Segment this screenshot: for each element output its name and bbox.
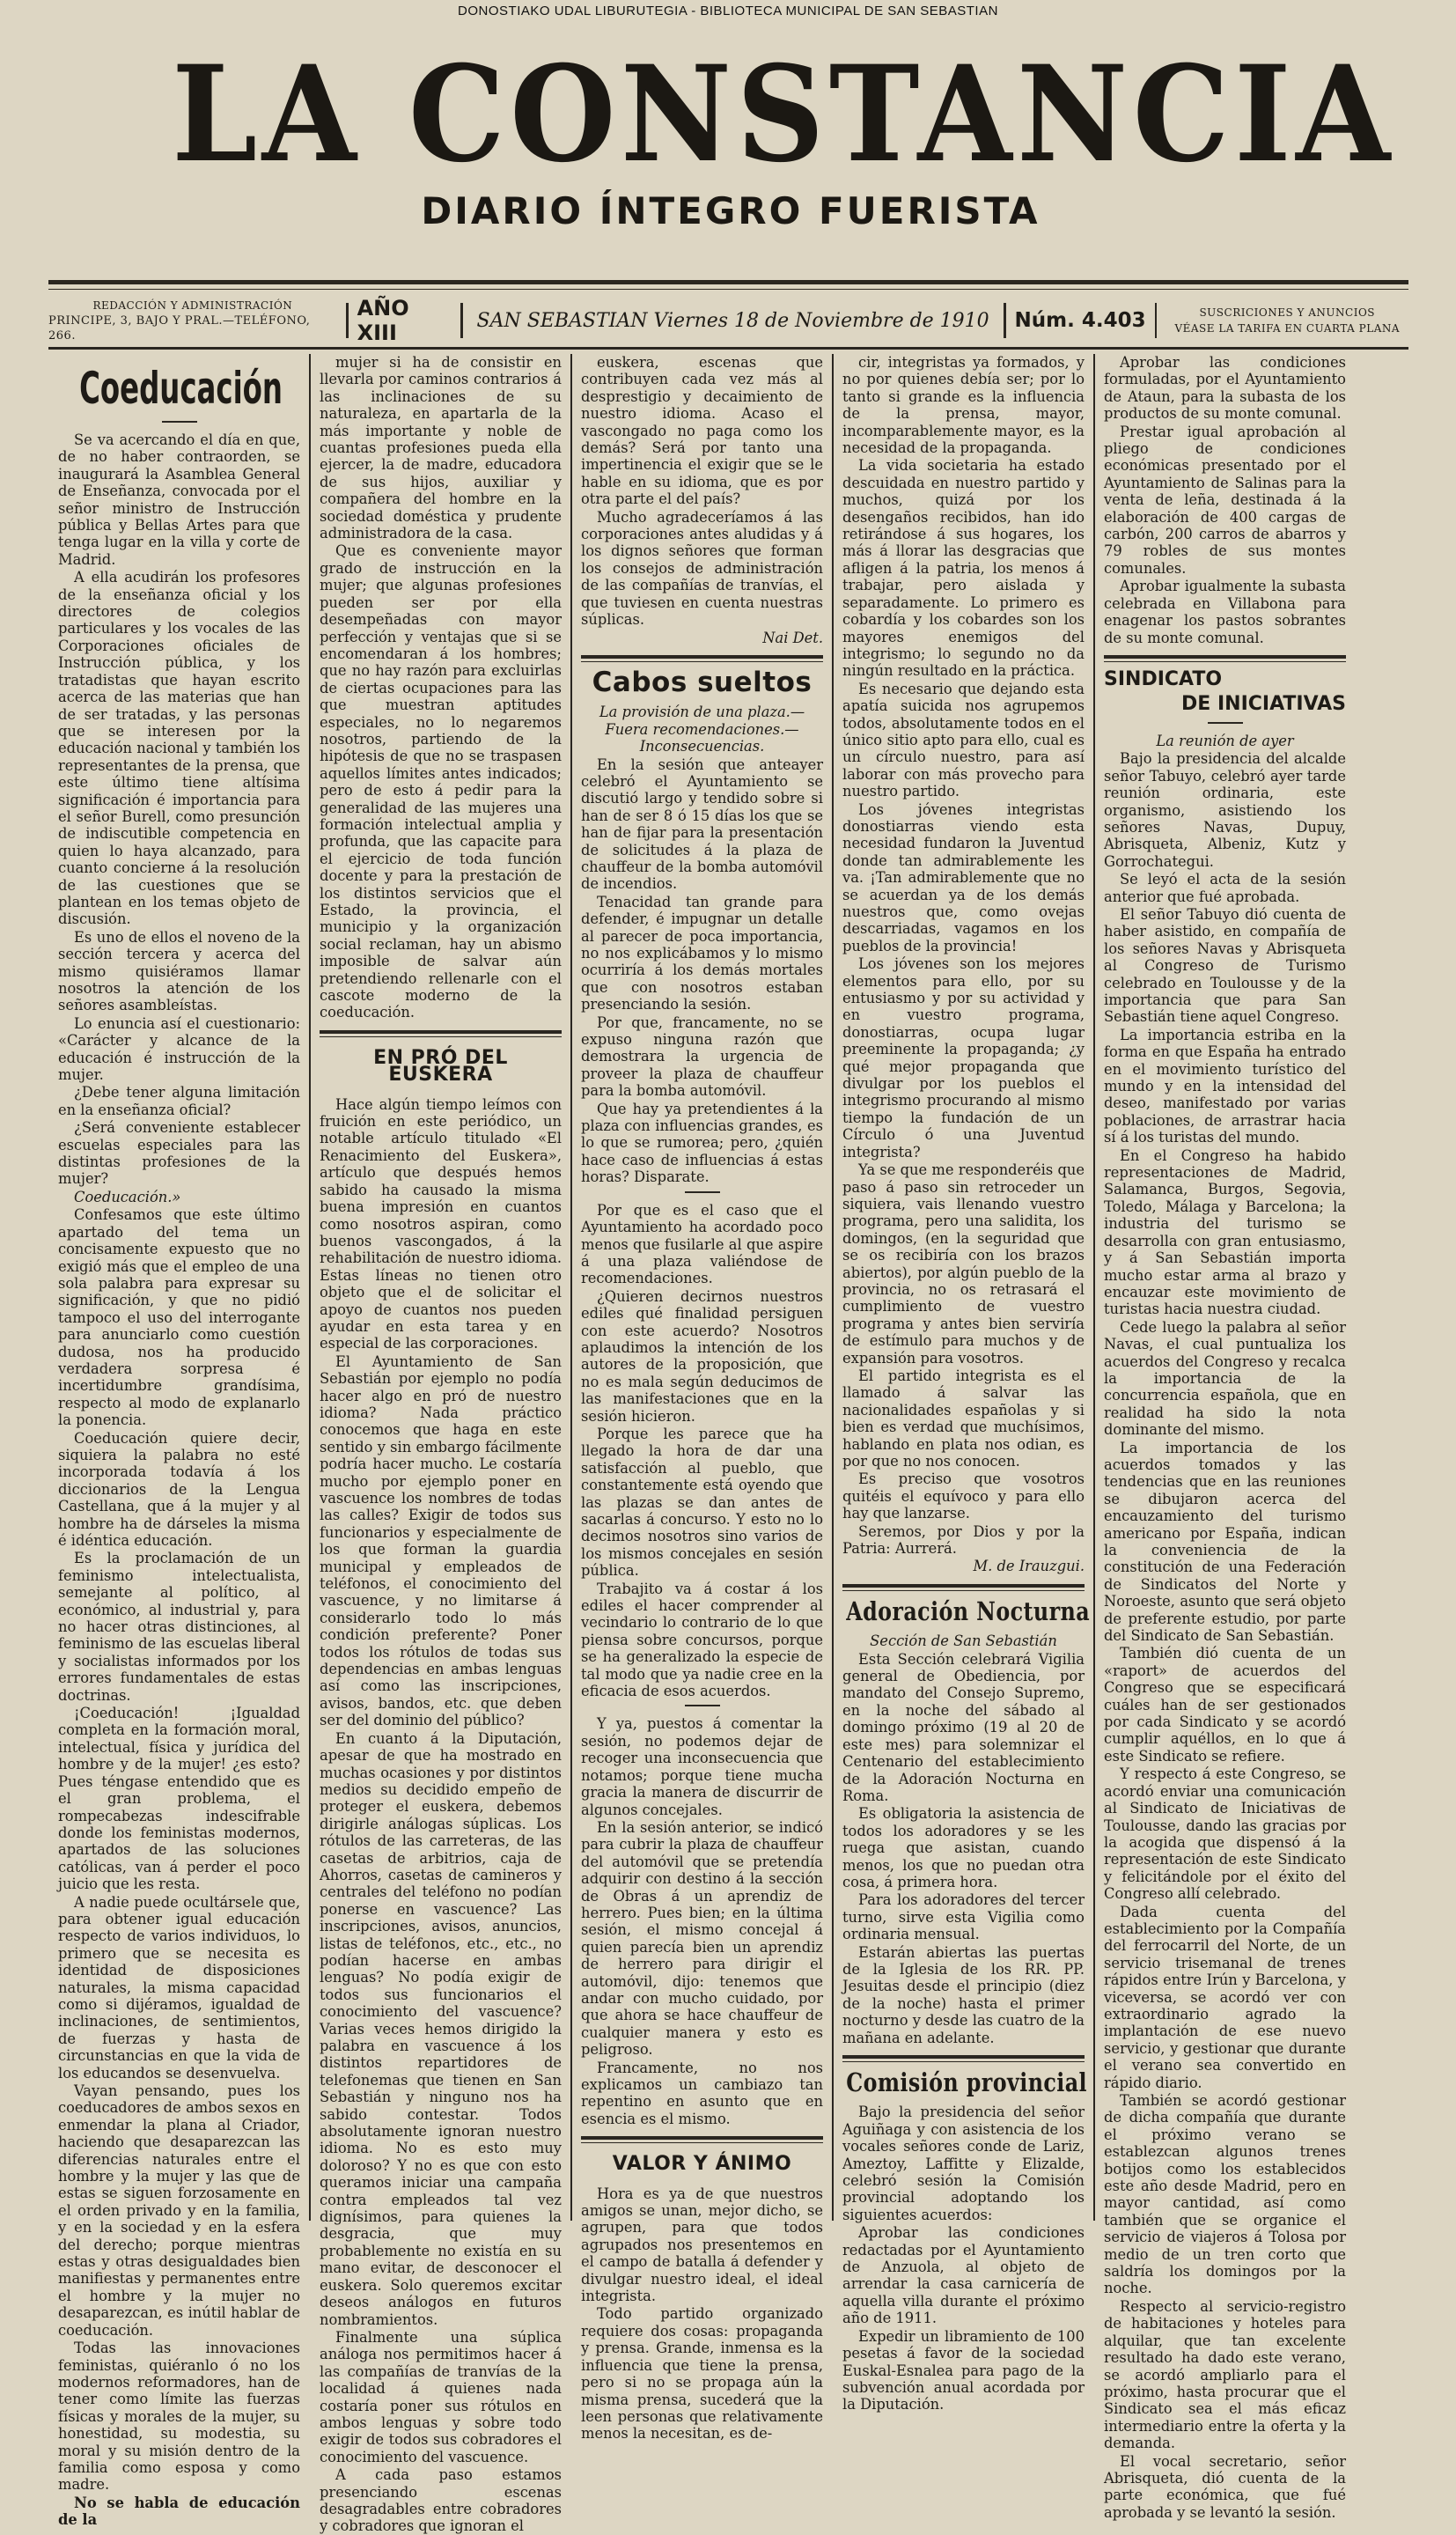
article-subheading: La reunión de ayer — [1156, 732, 1294, 749]
paragraph: Mucho agradeceríamos á las corporaciones antes aludidas y á los dignos señores que forman los consejos de administración de las compañías de tranvías, el que tuviesen en cuenta nuestras súplicas. — [581, 508, 823, 629]
article-subheading: La provisión de una plaza.—Fuera recomendaciones.—Inconsecuencias. — [599, 704, 805, 755]
paragraph: No se habla de educación de la — [58, 2494, 300, 2529]
paragraph: Finalmente una súplica análoga nos permitimos hacer á las compañías de tranvías de la localidad á quienes nada costaría poner sus rótulos en ambos lenguas y sobre todo exigir de todos sus cobradores el conocimiento del vascuence. — [320, 2328, 562, 2465]
paragraph: En la sesión que anteayer celebró el Ayuntamiento se discutió largo y tendido sobre si han de ser 8 ó 15 días los que se han de fijar para la presentación de solicitudes á la plaza de chauffeur de la bomba automóvil de incendios. — [581, 755, 823, 893]
paragraph: Y respecto á este Congreso, se acordó enviar una comunicación al Sindicato de Iniciativas de Toulousse, dando las gracias por la acogida que dispensó á la representación de este Sindicato y felicitándole por el éxito del Congreso allí celebrado. — [1104, 1765, 1346, 1903]
article-title-euskera: EN PRÓ DEL EUSKERA — [373, 1046, 508, 1087]
paragraph: A nadie puede ocultársele que, para obtener igual educación respecto de varios individuos, lo primero que se necesita es identidad de disposiciones naturales, la misma capacidad como si dijéramos, igualdad de inclinaciones, de sentimientos, de fuerzas y hasta de circunstancias en que la vida de los educandos se desenvuelva. — [58, 1893, 300, 2082]
paragraph: Respecto al servicio-registro de habitaciones y hoteles para alquilar, que tan excelente resultado ha dado este verano, se acordó ampliarlo para el próximo, hasta procurar que el Sindicato sea el más eficaz intermediario entre la oferta y la demanda. — [1104, 2297, 1346, 2452]
paragraph: Aprobar las condiciones redactadas por el Ayuntamiento de Anzuola, al objeto de arrendar la casa carnicería de aquella villa durante el próximo año de 1911. — [842, 2224, 1085, 2327]
issue-info-bar — [48, 296, 1408, 345]
section-divider — [1104, 655, 1346, 662]
paragraph: Francamente, no nos explicamos un cambiazo tan repentino en asunto que en esencia es el mismo. — [581, 2059, 823, 2127]
paragraph: A cada paso estamos presenciando escenas desagradables entre cobradores y cobradores que ignoran el — [320, 2466, 562, 2535]
paragraph: Los jóvenes integristas donostiarras viendo esta necesidad fundaron la Juventud donde tan admirablemente les va. ¡Tan admirablemente que no se acuerdan ya de los demás nuestros que, como ovejas descarriadas, vagamos en los pueblos de la provincia! — [842, 800, 1085, 954]
paragraph: Expedir un libramiento de 100 pesetas á favor de la sociedad Euskal-Esnalea para pago de la subvención anual acordada por la Diputación. — [842, 2327, 1085, 2413]
article-title-comision-provincial: Comisión provincial — [846, 2067, 1087, 2097]
paragraph: Coeducación.» — [74, 1188, 181, 1205]
paragraph: Es necesario que dejando esta apatía suicida nos agrupemos todos, absolutamente todos en el único sitio apto para ello, cual es un círculo nuestro, para así laborar con más provecho para nuestro partido. — [842, 680, 1085, 800]
heading-line: SINDICATO — [1104, 667, 1223, 690]
title-divider — [1208, 722, 1243, 724]
article-columns — [51, 354, 1411, 2535]
section-divider — [842, 2055, 1085, 2062]
masthead — [123, 37, 1395, 232]
column-4 — [835, 354, 1092, 2413]
paragraph: Aprobar igualmente la subasta celebrada en Villabona para enagenar los pastos sobrantes de su monte comunal. — [1104, 578, 1346, 646]
paragraph: Porque les parece que ha llegado la hora de dar una satisfacción al pueblo, que constantemente está oyendo que las plazas se dan antes de sacarlas á concurso. Y esto no lo decimos nosotros sino varios de los mismos concejales en sesión pública. — [581, 1425, 823, 1580]
paragraph: Se leyó el acta de la sesión anterior que fué aprobada. — [1104, 871, 1346, 905]
paragraph: Es la proclamación de un feminismo intelectualista, semejante al político, al económico, al industrial y, para no hacer otras distinciones, al feminismo de las escuelas liberal y socialistas informados por los errores fundamentales de estas doctrinas. — [58, 1550, 300, 1704]
column-1 — [51, 354, 307, 2529]
paragraph: Dada cuenta del establecimiento por la Compañía del ferrocarril del Norte, de un servicio trisemanal de trenes rápidos entre Irún y Barcelona, y viceversa, se acordó ver con extraordinario agrado la implantación de ese nuevo servicio, y gestionar que durante el verano sea convertido en rápido diario. — [1104, 1903, 1346, 2091]
issue-number: Núm. 4.403 — [1014, 309, 1146, 332]
paragraph: En la sesión anterior, se indicó para cubrir la plaza de chauffeur del automóvil que se pretendía adquirir con destino á la sección de Obras á un aprendiz de herrero. Pues bien; en la última sesión, el mismo concejal á quien parecía bien un aprendiz de herrero para dirigir el automóvil, dijo: tenemos que andar con mucho cuidado, por que ahora se hace chauffeur de cualquier manera y esto es peligroso. — [581, 1818, 823, 2059]
paragraph: Vayan pensando, pues los coeducadores de ambos sexos en enmendar la plana al Criador, haciendo que desaparezcan las diferencias naturales entre el hombre y la mujer y las que de estas se siguen forzosamente en el orden privado y en la familia, y en la sociedad y en la esfera del derecho; porque mientras estas y otras desigualdades bien manifiestas y permanentes entre el hombre y la mujer no desaparezcan, es inútil hablar de coeducación. — [58, 2082, 300, 2339]
article-title-adoracion-nocturna: Adoración Nocturna — [846, 1595, 1091, 1626]
paragraph: En el Congreso ha habido representaciones de Madrid, Salamanca, Burgos, Segovia, Toledo, Málaga y Barcelona; la industria del turismo se desarrolla con gran entusiasmo, y á San Sebastián importa mucho estar arma al brazo y encauzar este movimiento de turistas hacia nuestra ciudad. — [1104, 1146, 1346, 1318]
column-rule — [570, 354, 572, 2221]
issue-year: AÑO XIII — [357, 296, 409, 345]
paragraph: ¿Quieren decirnos nuestros ediles qué finalidad persiguen con este acuerdo? Nosotros aplaudimos la intención de los autores de la proposición, que no es mala según deducimos de las manifestaciones que en la sesión hicieron. — [581, 1287, 823, 1425]
paragraph: Trabajito va á costar á los ediles el hacer comprender al vecindario lo contrario de lo que piensa sobre concursos, porque se ha generalizado la especie de tal modo que ya nadie cree en la eficacia de esos acuerdos. — [581, 1580, 823, 1700]
paragraph: Por que, francamente, no se expuso ninguna razón que demostrara la urgencia de proveer la plaza de chauffeur para la bomba automóvil. — [581, 1013, 823, 1100]
section-divider — [320, 1030, 562, 1037]
info-divider — [346, 303, 349, 338]
paragraph: También se acordó gestionar de dicha compañía que durante el próximo verano se establezcan algunos trenes botijos como los establecidos este año desde Madrid, pero en mayor cantidad, así como también que se organice el servicio de viajeros á Tolosa por medio de un tren corto que saldría los domingos por la noche. — [1104, 2092, 1346, 2297]
paragraph: euskera, escenas que contribuyen cada vez más al desprestigio y decaimiento de nuestro idioma. Acaso el vascongado no paga como los demás? Será por tanto una impertinencia el exigir que se le hable en su idioma, que es por otra parte el del país? — [581, 354, 823, 508]
section-divider — [842, 1584, 1085, 1591]
paragraph: La importancia de los acuerdos tomados y las tendencias que en las reuniones se dibujaron acerca del encauzamiento del turismo americano por España, indican la conveniencia de la constitución de una Federación de Sindicatos del Norte y Noroeste, asunto que será objeto de preferente estudio, por parte del Sindicato de San Sebastián. — [1104, 1439, 1346, 1645]
paragraph-divider — [685, 1191, 720, 1193]
masthead-rule-top — [48, 280, 1408, 284]
paragraph: Es uno de ellos el noveno de la sección tercera y acerca del mismo quisiéramos llamar nosotros la atención de los señores asambleístas. — [58, 928, 300, 1014]
paragraph: Estarán abiertas las puertas de la Iglesia de los RR. PP. Jesuitas desde el principio (diez de la noche) hasta el primer nocturno y desde las cuatro de la mañana en adelante. — [842, 1943, 1085, 2046]
office-address-line: PRINCIPE, 3, BAJO Y PRAL.—TELÉFONO, 266. — [48, 313, 311, 343]
paragraph: A ella acudirán los profesores de la enseñanza oficial y los directores de colegios particulares y los vocales de las Corporaciones oficiales de Instrucción pública, y los tratadistas que hayan escrito acerca de las materias que han de ser tratadas, y las personas que se interesen por la educación nacional y también los representantes de la prensa, que este último tiene altísima significación é importancia para el señor Burell, como presunción de indiscutible competencia en quien lo haya alcanzado, para cuanto concierne á la resolución de las cuestiones que se plantean en los temas objeto de discusión. — [58, 569, 300, 928]
paragraph: Ya se que me responderéis que paso á paso sin retroceder un siquiera, vais llenando vuestro programa, pero una salidita, los domingos, (en la seguridad que se os recibiría con los brazos abiertos), por algún pueblo de la provincia, no os retrasará el cumplimiento de vuestro programa y antes bien serviría de estímulo para muchos y de expansión para vosotros. — [842, 1161, 1085, 1367]
subscriptions-label: SUSCRICIONES Y ANUNCIOS — [1199, 306, 1376, 319]
paragraph: Hora es ya de que nuestros amigos se unan, mejor dicho, se agrupen, para que todos agrupados nos presentemos en el campo de batalla á defender y divulgar nuestro ideal, el ideal integrista. — [581, 2185, 823, 2305]
issue-place-date: SAN SEBASTIAN Viernes 18 de Noviembre de 1910 — [476, 309, 989, 332]
signature: M. de Irauzgui. — [973, 1558, 1085, 1575]
article-body — [58, 431, 300, 2529]
info-divider — [1004, 303, 1006, 338]
newspaper-title: LA CONSTANCIA — [172, 37, 1395, 192]
paragraph: La importancia estriba en la forma en que España ha entrado en el movimiento turístico del mundo y en la intensidad del deseo, manifestado por varias poblaciones, de arrastrar hacia sí á los turistas del mundo. — [1104, 1026, 1346, 1146]
paragraph: El partido integrista es el llamado á salvar las nacionalidades españolas y si bien es verdad que muchísimos, hablando en plata nos odian, es por que no nos conocen. — [842, 1367, 1085, 1470]
signature: Nai Det. — [762, 629, 823, 646]
article-subheading: Sección de San Sebastián — [870, 1632, 1057, 1650]
column-rule — [832, 354, 834, 2221]
subscriptions-note: VÉASE LA TARIFA EN CUARTA PLANA — [1174, 322, 1401, 335]
section-divider — [581, 655, 823, 662]
paragraph: Y ya, puestos á comentar la sesión, no podemos dejar de recoger una inconsecuencia que notamos; porque tiene mucha gracia la manera de discurrir de algunos concejales. — [581, 1715, 823, 1818]
paragraph: Coeducación quiere decir, siquiera la palabra no esté incorporada todavía á los diccionarios de la Lengua Castellana, que á la mujer y al hombre ha de dárseles la misma é idéntica educación. — [58, 1429, 300, 1549]
article-title-coeducacion: Coeducación — [79, 363, 283, 414]
paragraph: Se va acercando el día en que, de no haber contraorden, se inaugurará la Asamblea General de Enseñanza, convocada por el señor ministro de Instrucción pública y Bellas Artes para que tenga lugar en la villa y corte de Madrid. — [58, 431, 300, 568]
archive-source-line: DONOSTIAKO UDAL LIBURUTEGIA - BIBLIOTECA MUNICIPAL DE SAN SEBASTIAN — [458, 4, 998, 18]
article-title-cabos-sueltos: Cabos sueltos — [592, 666, 813, 698]
paragraph: Es obligatoria la asistencia de todos los adoradores y se les ruega que asistan, cuando menos, los que no puedan otra cosa, á primera hora. — [842, 1805, 1085, 1890]
paragraph: Bajo la presidencia del alcalde señor Tabuyo, celebró ayer tarde reunión ordinaria, este organismo, asistiendo los señores Navas, Dupuy, Abrisqueta, Albeniz, Kutz y Gorrochategui. — [1104, 750, 1346, 870]
paragraph: Todo partido organizado requiere dos cosas: propaganda y prensa. Grande, inmensa es la influencia que tiene la prensa, pero si no se propaga aún la misma prensa, sucederá que la leen personas que relativamente menos la necesitan, es de- — [581, 2305, 823, 2443]
paragraph: Prestar igual aprobación al pliego de condiciones económicas presentado por el Ayuntamiento de Salinas para la venta de leña, destinada á la elaboración de 400 cargas de carbón, 200 carros de abarros y 79 robles de sus montes comunales. — [1104, 423, 1346, 577]
subscriptions-info — [1166, 305, 1408, 336]
newspaper-subtitle: DIARIO ÍNTEGRO FUERISTA — [421, 189, 1041, 232]
paragraph: Los jóvenes son los mejores elementos para ello, por su entusiasmo y por su actividad y en vuestro programa, donostiarras, ocupa lugar preeminente la propaganda; ¿y qué mejor propaganda que divulgar por los pueblos el integrismo procurando al mismo tiempo la fundación de un Círculo ó una Juventud integrista? — [842, 955, 1085, 1161]
paragraph: La vida societaria ha estado descuidada en nuestro partido y muchos, quizá por los desengaños recibidos, han ido retirándose á sus hogares, los más á llorar las desgracias que afligen á la patria, los menos á trabajar, pero aislada y separadamente. Lo primero es cobardía y los cobardes son los mayores enemigos del integrismo; lo segundo no da ningún resultado en la práctica. — [842, 457, 1085, 680]
paragraph: Para los adoradores del tercer turno, sirve esta Vigilia como ordinaria mensual. — [842, 1891, 1085, 1943]
info-divider — [1155, 303, 1158, 338]
office-address — [48, 298, 337, 343]
paragraph: También dió cuenta de un «raport» de acuerdos del Congreso que se especificará cuáles han de ser gestionados por cada Sindicato y se acordó cumplir aquéllos, en lo que á este Sindicato se refiere. — [1104, 1645, 1346, 1765]
section-divider — [581, 2136, 823, 2143]
paragraph: Lo enuncia así el cuestionario: «Carácter y alcance de la educación é instrucción de la mujer. — [58, 1014, 300, 1084]
paragraph: Bajo la presidencia del señor Aguiñaga y con asistencia de los vocales señores conde de Lariz, Ameztoy, Laffitte y Elizalde, celebró sesión la Comisión provincial adoptando los siguientes acuerdos: — [842, 2104, 1085, 2223]
column-5 — [1097, 354, 1353, 2521]
paragraph: El vocal secretario, señor Abrisqueta, dió cuenta de la parte económica, que fué aprobada y se levantó la sesión. — [1104, 2452, 1346, 2521]
paragraph: En cuanto á la Diputación, apesar de que ha mostrado en muchas ocasiones y por distintos medios su decidido empeño de proteger el euskera, debemos dirigirle análogas súplicas. Los rótulos de las carreteras, de las casetas de arbitrios, caja de Ahorros, casetas de camineros y centrales del teléfono no podían ponerse en vascuence? Las inscripciones, avisos, anuncios, listas de teléfonos, etc., etc., no podían hacerse en ambas lenguas? No podía exigir de todos sus funcionarios el conocimiento del vascuence? Varias veces hemos dirigido la palabra en vascuence á los distintos repartidores de telefonemas que tienen en San Sebastián y ninguno nos ha sabido contestar. Todos absolutamente ignoran nuestro idioma. No es esto muy doloroso? Y no es que con esto queramos iniciar una campaña contra empleados tal vez dignísimos, para quienes la desgracia, que muy probablemente no existía en su mano evitar, de desconocer el euskera. Solo queremos excitar deseos análogos en futuros nombramientos. — [320, 1729, 562, 2328]
paragraph: ¿Debe tener alguna limitación en la enseñanza oficial? — [58, 1084, 300, 1118]
paragraph-divider — [685, 1705, 720, 1706]
column-rule — [309, 354, 311, 2221]
column-2 — [313, 354, 569, 2535]
title-divider — [162, 421, 197, 423]
paragraph: Aprobar las condiciones formuladas, por el Ayuntamiento de Ataun, para la subasta de los productos de su monte comunal. — [1104, 354, 1346, 423]
paragraph: Tenacidad tan grande para defender, é impugnar un detalle al parecer de poca importancia, no nos explicábamos y lo mismo ocurriría á los demás mortales que con nosotros estaban presenciando la sesión. — [581, 893, 823, 1013]
article-title-sindicato — [1104, 667, 1346, 717]
paragraph: Es preciso que vosotros quitéis el equívoco y para ello hay que lanzarse. — [842, 1470, 1085, 1522]
paragraph: Por que es el caso que el Ayuntamiento ha acordado poco menos que fusilarle al que aspire á una plaza valiéndose de recomendaciones. — [581, 1201, 823, 1287]
paragraph: Cede luego la palabra al señor Navas, el cual puntualiza los acuerdos del Congreso y recalca la importancia de la concurrencia española, que en realidad ha sido la nota dominante del mismo. — [1104, 1318, 1346, 1439]
column-rule — [1093, 354, 1095, 2221]
infobar-rule-bottom — [48, 347, 1408, 350]
heading-line: DE INICIATIVAS — [1181, 692, 1346, 715]
paragraph: Que hay ya pretendientes á la plaza con influencias grandes, es lo que se rumorea; pero, ¿quién hace caso de influencias á estas horas? Disparate. — [581, 1100, 823, 1186]
paragraph: Esta Sección celebrará Vigilia general de Obediencia, por mandato del Consejo Supremo, en la noche del sábado al domingo próximo (19 al 20 de este mes) para solemnizar el Centenario del establecimiento de la Adoración Nocturna en Roma. — [842, 1650, 1085, 1804]
paragraph: El señor Tabuyo dió cuenta de haber asistido, en compañía de los señores Navas y Abrisqueta al Congreso de Turismo celebrado en Toulousse y de la importancia que para San Sebastián tiene aquel Congreso. — [1104, 905, 1346, 1026]
paragraph: El Ayuntamiento de San Sebastián por ejemplo no podía hacer algo en pró de nuestro idioma? Nada práctico conocemos que haga en este sentido y sin embargo fácilmente podría hacer mucho. Le costaría mucho por ejemplo poner en vascuence los nombres de todas las calles? Exigir de todos sus funcionarios y especialmente de los que forman la guardia municipal y empleados de teléfonos, el conocimiento del vascuence, y no limitarse á considerarlo todo lo más condición preferente? Poner todos los rótulos de todas sus dependencias en ambas lenguas así como las inscripciones, avisos, bandos, etc. que deben ser del dominio del público? — [320, 1352, 562, 1729]
paragraph: ¡Coeducación! ¡Igualdad completa en la formación moral, intelectual, física y jurídica del hombre y de la mujer! ¿es esto? Pues téngase entendido que es el gran problema, el rompecabezas indescifrable donde los feministas modernos, apartados de las soluciones católicas, van á perder el poco juicio que les resta. — [58, 1705, 300, 1893]
paragraph: Seremos, por Dios y por la Patria: Aurrerá. — [842, 1522, 1085, 1558]
paragraph: cir, integristas ya formados, y no por quienes debía ser; por lo tanto si grande es la influencia de la prensa, mayor, incomparablemente mayor, es la necesidad de la propaganda. — [842, 354, 1085, 457]
info-divider — [460, 303, 463, 338]
article-title-valor-animo: VALOR Y ÁNIMO — [612, 2153, 792, 2176]
paragraph: Que es conveniente mayor grado de instrucción en la mujer; que algunas profesiones pueden ser por ella desempeñadas con mayor perfección y ventajas que si se encomendaran á los hombres; que no hay razón para excluirlas de ciertas ocupaciones para las que muestran aptitudes especiales, no lo negaremos nosotros, partiendo de la hipótesis de que no se traspasen aquellos límites antes indicados; pero de esto á pedir para la generalidad de las mujeres una formación intelectual amplia y profunda, que las capacite para el ejercicio de toda función docente y para la prestación de los distintos servicios que el Estado, la provincia, el municipio y la organización social reclaman, hay un abismo imposible de salvar aún pretendiendo rellenarle con el cascote moderno de la coeducación. — [320, 542, 562, 1021]
paragraph: Confesamos que este último apartado del tema un concisamente expuesto que no exigió más que el empleo de una sola palabra para expresar su significación, y que no pidió tampoco el uso del interrogante para anunciarlo como cuestión dudosa, nos ha producido verdadera sorpresa é incertidumbre grandísima, respecto al modo de explanarlo la ponencia. — [58, 1206, 300, 1429]
paragraph: ¿Será conveniente establecer escuelas especiales para las distintas profesiones de la mujer? — [58, 1119, 300, 1188]
office-label: REDACCIÓN Y ADMINISTRACIÓN — [92, 298, 293, 312]
paragraph: mujer si ha de consistir en llevarla por caminos contrarios á las inclinaciones de su naturaleza, en apartarla de la más importante y noble de cuantas profesiones pueda ella ejercer, la de madre, educadora de sus hijos, auxiliar y compañera del hombre en la sociedad doméstica y prudente administradora de la casa. — [320, 354, 562, 542]
paragraph: Hace algún tiempo leímos con fruición en este periódico, un notable artículo titulado «El Renacimiento del Euskera», artículo que después hemos sabido ha causado la misma buena impresión en cuantos como nosotros aspiran, como buenos vascongados, á la rehabilitación de nuestro idioma. Estas líneas no tienen otro objeto que el de solicitar el apoyo de cuantos nos pueden ayudar en esta tarea y en especial de las corporaciones. — [320, 1095, 562, 1352]
column-3 — [574, 354, 830, 2443]
paragraph: Todas las innovaciones feministas, quiéranlo ó no los modernos reformadores, han de tener como límite las fuerzas físicas y morales de la mujer, su honestidad, su modestia, su moral y su misión dentro de la familia como esposa y como madre. — [58, 2340, 300, 2494]
masthead-rule-thin — [48, 289, 1408, 290]
